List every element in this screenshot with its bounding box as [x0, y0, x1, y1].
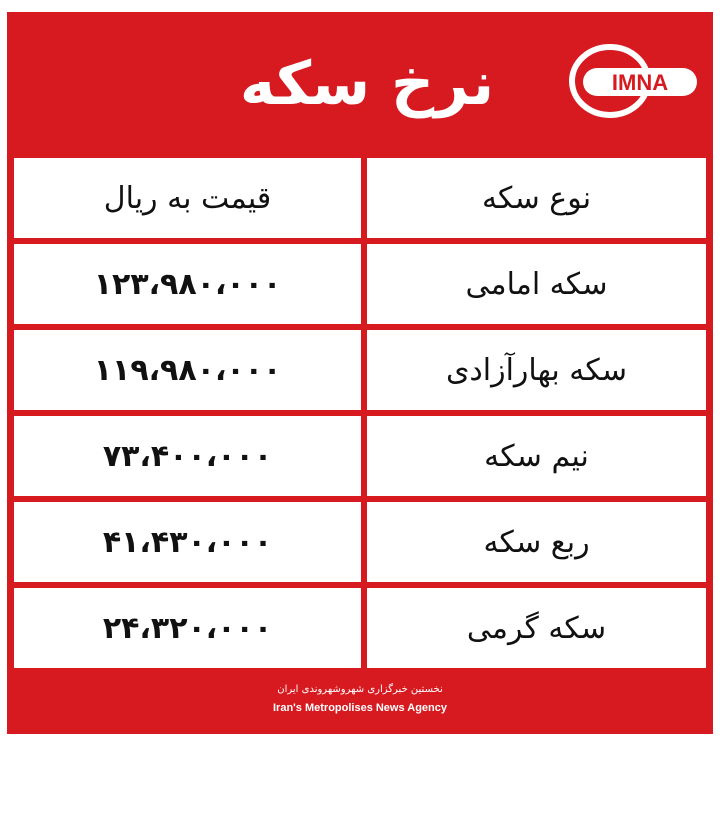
row-2-type: سکه بهارآزادی [367, 330, 706, 410]
footer-tagline-fa: نخستین خبرگزاری شهروشهروندی ایران [277, 684, 443, 695]
row-1-type: سکه امامی [367, 244, 706, 324]
coin-price-card [7, 12, 713, 734]
footer [7, 674, 713, 734]
header [7, 12, 713, 158]
header-price: قیمت به ریال [14, 158, 361, 238]
footer-tagline-en: Iran's Metropolises News Agency [273, 702, 447, 714]
row-4-price: ۴۱،۴۳۰،۰۰۰ [14, 502, 361, 582]
svg-text:IMNA: IMNA [611, 70, 669, 95]
row-1-price: ۱۲۳،۹۸۰،۰۰۰ [14, 244, 361, 324]
row-5-price: ۲۴،۳۲۰،۰۰۰ [14, 588, 361, 668]
page-title: نرخ سکه [239, 49, 495, 119]
price-table [14, 158, 706, 674]
row-3-price: ۷۳،۴۰۰،۰۰۰ [14, 416, 361, 496]
row-3-type: نیم سکه [367, 416, 706, 496]
row-5-type: سکه گرمی [367, 588, 706, 668]
imna-logo [565, 40, 697, 122]
header-type: نوع سکه [367, 158, 706, 238]
row-4-type: ربع سکه [367, 502, 706, 582]
row-2-price: ۱۱۹،۹۸۰،۰۰۰ [14, 330, 361, 410]
